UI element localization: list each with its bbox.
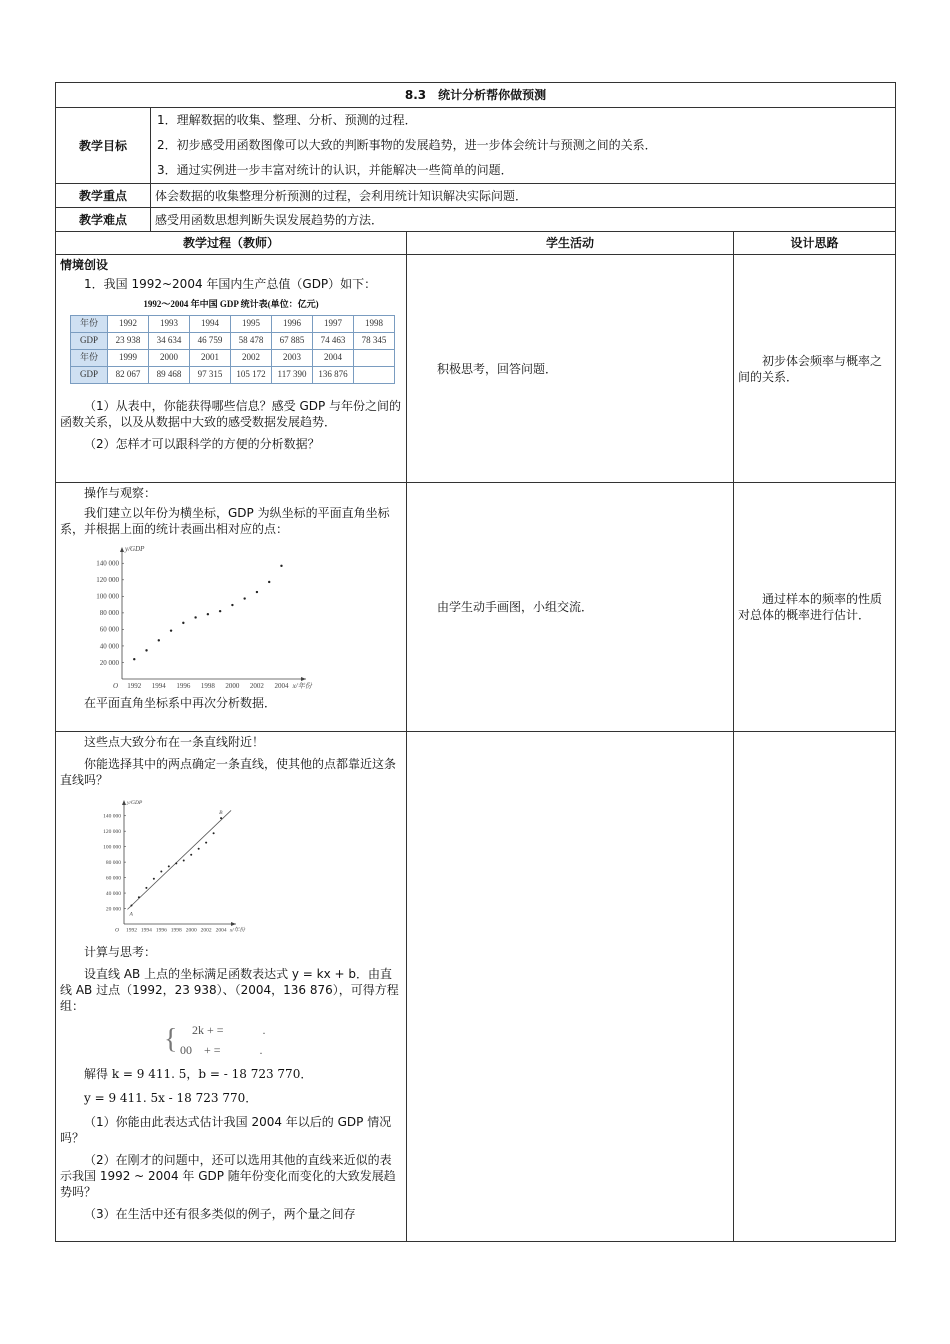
data-point (198, 848, 200, 850)
table-cell: 2004 (313, 350, 354, 367)
table-cell: GDP (71, 367, 108, 384)
section1-intro: 1．我国 1992~2004 年国内生产总值（GDP）如下： (84, 277, 377, 291)
x-axis-arrow-icon (231, 922, 236, 926)
table-cell: 1997 (313, 316, 354, 333)
point-a-label: A (129, 911, 133, 918)
data-point (153, 878, 155, 880)
goal-item: 1．理解数据的收集、整理、分析、预测的过程． (157, 113, 417, 127)
table-cell: 1992 (108, 316, 149, 333)
section3-process (56, 732, 407, 1242)
gdp-table-caption: 1992～2004 年中国 GDP 统计表(单位：亿元) (143, 299, 319, 309)
data-point (213, 832, 215, 834)
table-cell: 1995 (231, 316, 272, 333)
section2-text: 我们建立以年份为横坐标，GDP 为纵坐标的平面直角坐标系，并根据上面的统计表画出相对应的点： (60, 506, 390, 536)
table-cell: 年份 (71, 316, 108, 333)
x-tick-label: 2000 (185, 927, 197, 934)
goal-item: 2．初步感受用函数图像可以大致的判断事物的发展趋势，进一步体会统计与预测之间的关系． (157, 138, 657, 152)
table-cell (354, 350, 395, 367)
table-cell: 23 938 (108, 333, 149, 350)
table-row (71, 333, 395, 350)
data-point (145, 887, 147, 889)
section2-heading: 操作与观察： (84, 486, 157, 500)
table-cell: 89 468 (149, 367, 190, 384)
table-row (71, 350, 395, 367)
key-point-label: 教学重点 (56, 184, 151, 208)
data-point (183, 860, 185, 862)
section2-student: 由学生动手画图，小组交流． (407, 483, 734, 732)
data-point (243, 597, 245, 599)
y-axis-label: y/GDP (127, 800, 143, 806)
data-point (268, 581, 270, 583)
x-tick-label: 2002 (200, 927, 212, 934)
section2-design: 通过样本的频率的性质对总体的概率进行估计． (734, 483, 896, 732)
section2-process (56, 483, 407, 732)
x-tick-label: 1992 (125, 927, 137, 934)
section1-process (56, 255, 407, 483)
data-point (190, 854, 192, 856)
section3-design (734, 732, 896, 1242)
x-tick-label: 2002 (249, 682, 264, 690)
table-cell: 2001 (190, 350, 231, 367)
section1-student: 积极思考，回答问题． (407, 255, 734, 483)
table-row (71, 367, 395, 384)
gdp-scatter-chart (80, 543, 310, 693)
data-point (130, 904, 132, 906)
x-tick-label: 1996 (155, 927, 167, 934)
table-cell: 1996 (272, 316, 313, 333)
data-point (205, 842, 207, 844)
table-cell: 78 345 (354, 333, 395, 350)
table-cell: 67 885 (272, 333, 313, 350)
table-cell: 1994 (190, 316, 231, 333)
x-axis-label: x/年份 (229, 927, 245, 934)
table-cell: 46 759 (190, 333, 231, 350)
y-tick-label: 80 000 (99, 609, 119, 618)
table-cell: 1998 (354, 316, 395, 333)
section3-line3: 计算与思考： (84, 945, 157, 959)
section1-design: 初步体会频率与概率之间的关系． (734, 255, 896, 483)
header-design: 设计思路 (734, 232, 896, 255)
data-point (207, 613, 209, 615)
x-tick-label: 1992 (127, 682, 142, 690)
x-axis-label: x/年份 (292, 682, 312, 690)
table-cell: 1999 (108, 350, 149, 367)
fit-line (127, 810, 231, 909)
section3-question-3: （3）在生活中还有很多类似的例子，两个量之间存 (84, 1207, 356, 1221)
table-cell: 82 067 (108, 367, 149, 384)
table-cell: 58 478 (231, 333, 272, 350)
data-point (219, 610, 221, 612)
section1-question-1: （1）从表中，你能获得哪些信息？感受 GDP 与年份之间的函数关系，以及从数据中大致的感受数据发展趋势． (60, 399, 402, 429)
data-point (231, 604, 233, 606)
brace-icon: { (164, 1024, 178, 1055)
y-axis-arrow-icon (122, 800, 126, 805)
origin-label: O (115, 927, 119, 934)
header-process: 教学过程（教师） (56, 232, 407, 255)
y-tick-label: 120 000 (103, 829, 121, 836)
page-title: 8.3 统计分析帮你做预测 (56, 83, 896, 108)
x-tick-label: 1998 (170, 927, 182, 934)
table-cell: 年份 (71, 350, 108, 367)
y-axis-label: y/GDP (125, 545, 145, 553)
x-tick-label: 2000 (225, 682, 240, 690)
section3-student (407, 732, 734, 1242)
table-cell (354, 367, 395, 384)
table-cell: 74 463 (313, 333, 354, 350)
data-point (182, 622, 184, 624)
equation-1: 2k + = . (192, 1023, 266, 1037)
table-cell: 105 172 (231, 367, 272, 384)
data-point (280, 565, 282, 567)
goals-content (151, 108, 896, 184)
x-tick-label: 1994 (151, 682, 166, 690)
difficulty-text: 感受用函数思想判断失误发展趋势的方法． (151, 208, 896, 232)
gdp-table (70, 315, 395, 384)
y-tick-label: 40 000 (99, 642, 119, 651)
origin-label: O (113, 682, 119, 690)
table-cell: 2002 (231, 350, 272, 367)
table-cell: 136 876 (313, 367, 354, 384)
y-tick-label: 140 000 (103, 813, 121, 820)
y-tick-label: 140 000 (96, 559, 119, 568)
y-axis-arrow-icon (120, 547, 124, 552)
y-tick-label: 40 000 (105, 890, 121, 897)
x-tick-label: 1996 (176, 682, 191, 690)
section3-line4: 设直线 AB 上点的坐标满足函数表达式 y = kx + b．由直线 AB 过点（1992，23 938）、（2004，136 876），可得方程组： (60, 967, 399, 1013)
section3-expression: y = 9 411. 5x - 18 723 770． (84, 1091, 258, 1105)
y-tick-label: 20 000 (99, 658, 119, 667)
data-point (170, 629, 172, 631)
y-tick-label: 60 000 (99, 625, 119, 634)
x-tick-label: 2004 (274, 682, 289, 690)
data-point (220, 817, 222, 819)
difficulty-label: 教学难点 (56, 208, 151, 232)
data-point (160, 871, 162, 873)
y-tick-label: 60 000 (105, 875, 121, 882)
goal-item: 3．通过实例进一步丰富对统计的认识，并能解决一些简单的问题． (157, 163, 513, 177)
section2-after: 在平面直角坐标系中再次分析数据． (84, 696, 277, 710)
table-cell: 97 315 (190, 367, 231, 384)
y-tick-label: 100 000 (103, 844, 121, 851)
section3-line2: 你能选择其中的两点确定一条直线，使其他的点都靠近这条直线吗？ (60, 757, 397, 787)
point-b-label: B (219, 810, 223, 817)
section3-line1: 这些点大致分布在一条直线附近！ (84, 735, 265, 749)
y-tick-label: 80 000 (105, 859, 121, 866)
table-cell: 2003 (272, 350, 313, 367)
equation-2: 00 + = . (180, 1043, 263, 1057)
data-point (158, 639, 160, 641)
section1-heading: 情境创设 (60, 258, 109, 272)
table-cell: GDP (71, 333, 108, 350)
x-tick-label: 1994 (140, 927, 152, 934)
section3-solution: 解得 k = 9 411. 5，b = - 18 723 770． (84, 1067, 313, 1081)
section3-question-2: （2）在刚才的问题中，还可以选用其他的直线来近似的表示我国 1992 ~ 2004 年 GDP 随年份变化而变化的大致发展趋势吗？ (60, 1153, 396, 1199)
table-cell: 2000 (149, 350, 190, 367)
section3-question-1: （1）你能由此表达式估计我国 2004 年以后的 GDP 情况吗？ (60, 1115, 392, 1145)
section1-question-2: （2）怎样才可以跟科学的方便的分析数据？ (84, 437, 320, 451)
y-tick-label: 120 000 (96, 576, 119, 585)
equation-system (164, 1020, 402, 1060)
table-cell: 117 390 (272, 367, 313, 384)
data-point (256, 591, 258, 593)
header-student: 学生活动 (407, 232, 734, 255)
y-tick-label: 20 000 (105, 906, 121, 913)
x-tick-label: 1998 (200, 682, 215, 690)
y-tick-label: 100 000 (96, 592, 119, 601)
data-point (145, 649, 147, 651)
table-cell: 1993 (149, 316, 190, 333)
data-point (138, 896, 140, 898)
goals-label: 教学目标 (56, 108, 151, 184)
x-axis-arrow-icon (301, 677, 306, 681)
lesson-plan-table (55, 82, 896, 1242)
gdp-fit-line-chart (90, 796, 245, 936)
data-point (168, 865, 170, 867)
data-point (175, 862, 177, 864)
table-row (71, 316, 395, 333)
table-cell: 34 634 (149, 333, 190, 350)
key-point-text: 体会数据的收集整理分析预测的过程，会利用统计知识解决实际问题． (151, 184, 896, 208)
data-point (133, 658, 135, 660)
lesson-plan-document (55, 82, 895, 1242)
x-tick-label: 2004 (215, 927, 227, 934)
data-point (194, 616, 196, 618)
